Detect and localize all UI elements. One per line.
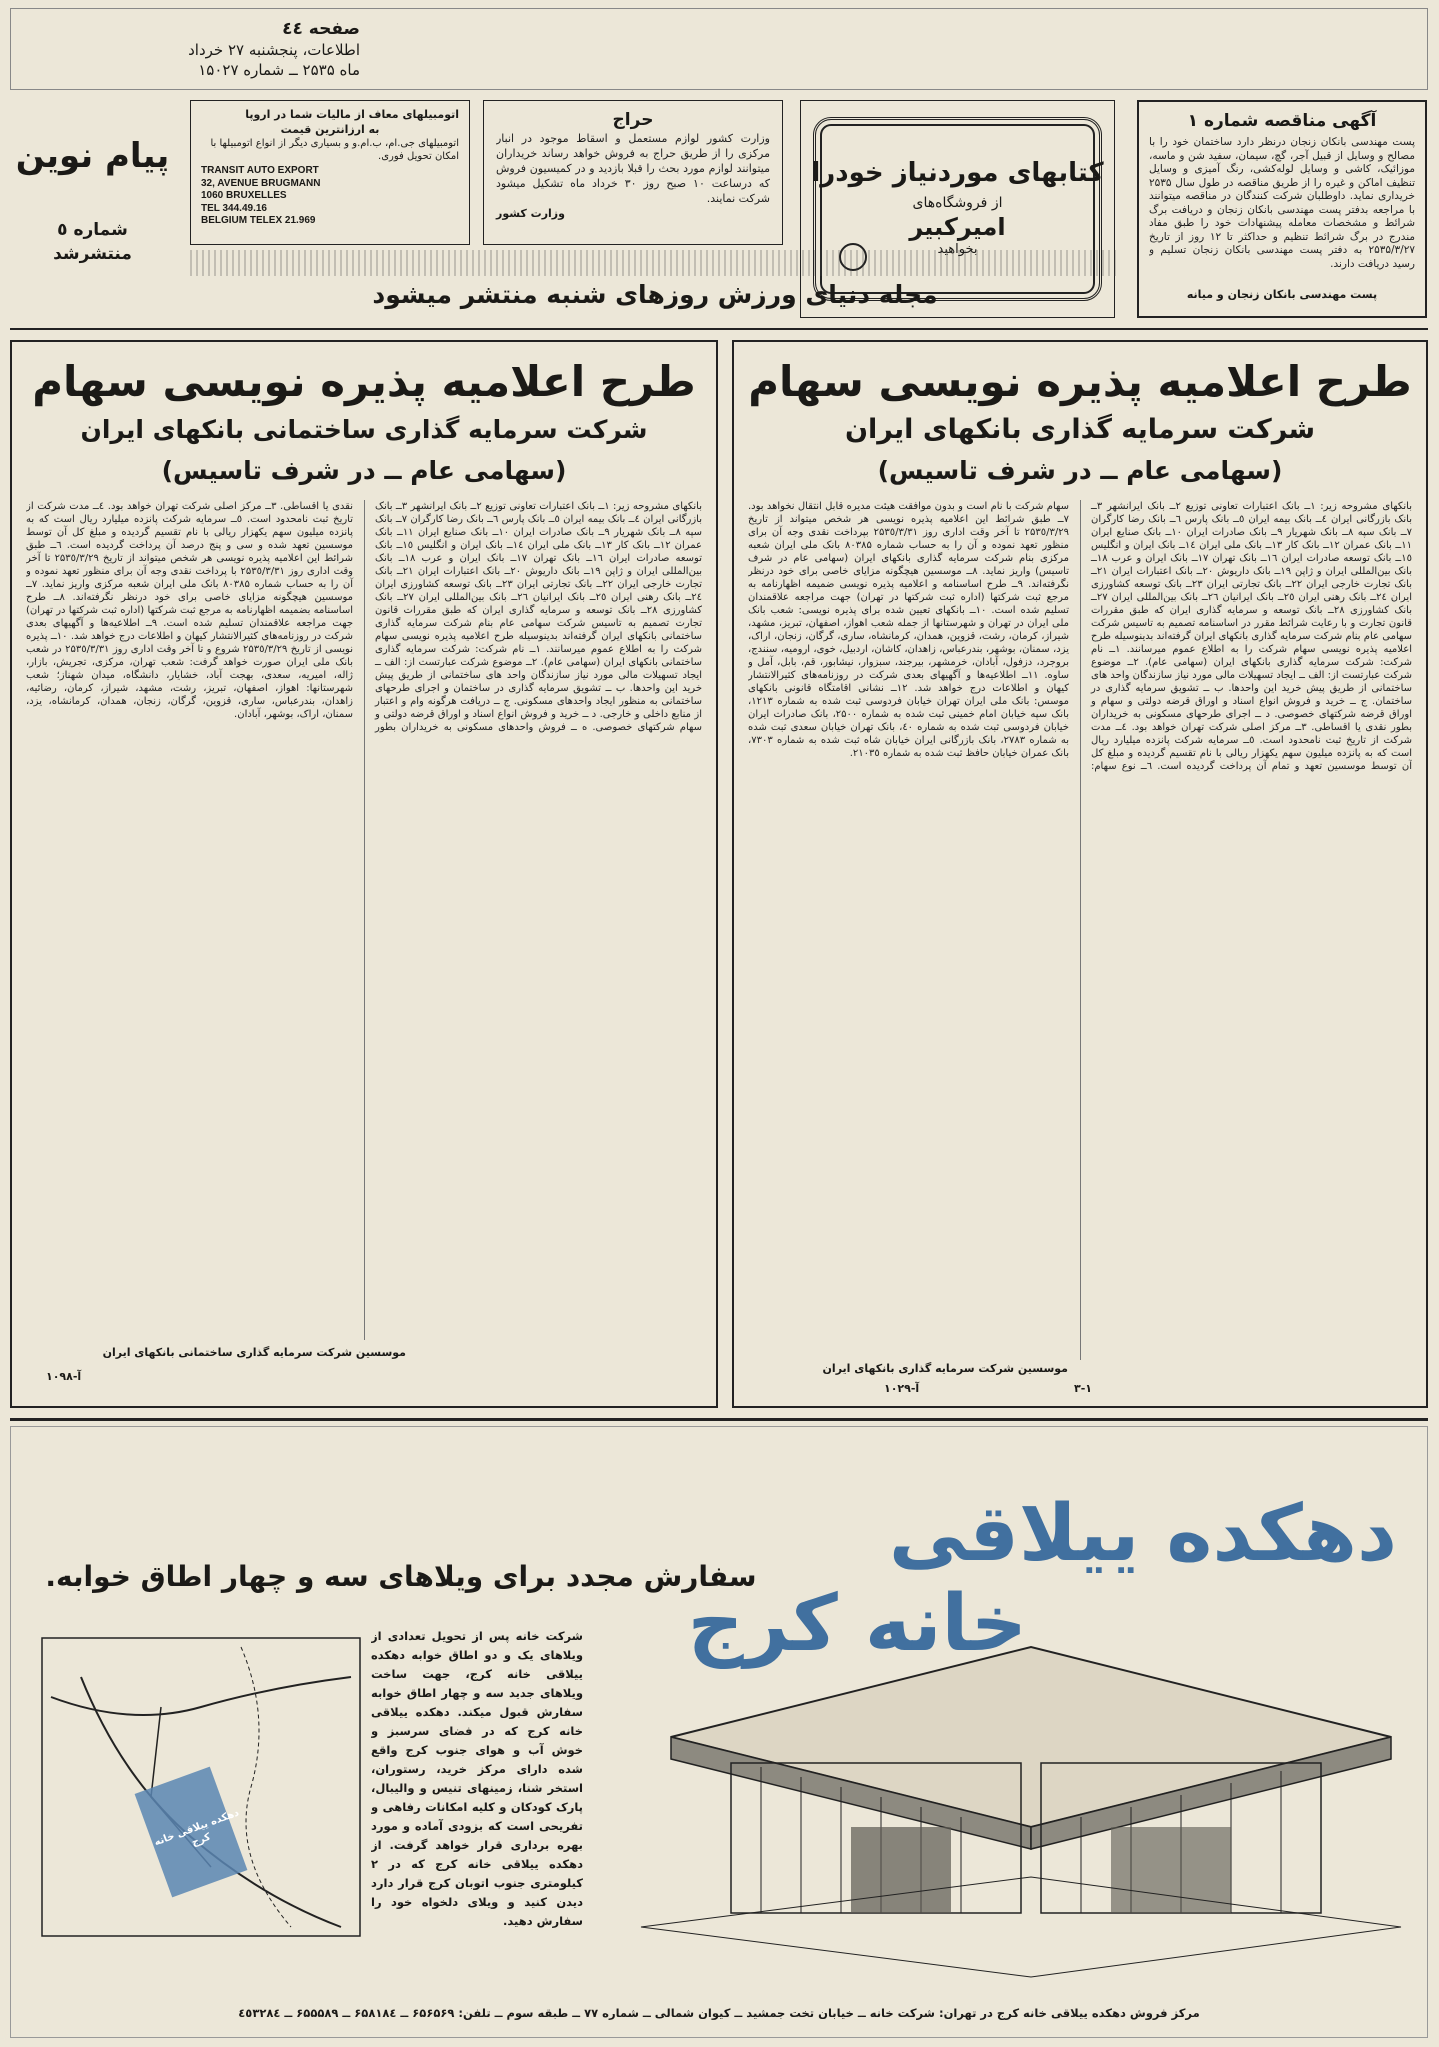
magazine-ad: [10, 100, 175, 318]
auction-ad: [483, 100, 783, 245]
village-map-label: دهکده ییلاقی خانه کرج: [152, 1807, 241, 1849]
announcement-2-body-text: بانکهای مشروحه زیر: ۱ــ بانک اعتبارات تعاونی توزیع ۲ــ بانک ایرانشهر ۳ــ بانک بازرگانی ایران ٤ــ بانک بیمه ایران ٥ــ بانک پارس ٦ــ بانک رضا کارگران ۷ــ بانک سپه ۸ــ بانک شهریار ۹ــ بانک صادرات ایران ۱۰ــ بانک صنایع ایران ۱۱ــ بانک عمران ۱۲ــ بانک کار ۱۳ــ بانک ملی ایران ۱٤ــ بانک ایران و انگلیس ۱٥ــ بانک توسعه صادرات ایران ۱٦ــ بانک تهران ۱۷ــ بانک ایران و عرب ۱۸ــ بانک بین‌المللی ایران و ژاپن ۱۹ــ بانک داریوش ۲۰ــ بانک اعتبارات ایران ۲۱ــ بانک تجارت خارجی ایران ۲۲ــ بانک تجارتی ایران ۲۳ــ بانک توسعه کشاورزی ایران ۲٤ــ بانک رهنی ایران ۲٥ــ بانک ایرانیان ۲٦ــ بانک بین‌المللی ایران ۲۷ــ بانک کشاورزی ۲۸ــ بانک توسعه و سرمایه گذاری ایران که طبق مقررات قانون تجارت تصمیم به تاسیس شرکت سهامی عام بنام شرکت سرمایه گذاری ساختمانی بانکهای ایران گرفته‌اند بدینوسیله طرح اعلامیه پذیره نویسی سهام شرکت را به اطلاع عموم میرسانند. ۱ــ نام شرکت: شرکت سرمایه گذاری ساختمانی بانکهای ایران (سهامی عام). ۲ــ موضوع شرکت عبارتست از: الف ــ ایجاد تسهیلات مالی مورد نیاز سازندگان واحد های ساختمانی از طریق پیش خرید این واحدها. ب ــ تشویق سرمایه گذاری در ساختمان و اجرای طرحهای ساختمانی به منظور ایجاد واحدهای مسکونی. ج ــ دریافت هرگونه وام و اعتبار از منابع داخلی و خارجی. د ــ خرید و فروش انواع اسناد و اوراق قرضه دولتی و سهام شرکتهای خصوصی. ه ــ فروش واحدهای مسکونی به خریداران بطور نقدی یا اقساطی. ۳ــ مرکز اصلی شرکت تهران خواهد بود. ٤ــ مدت شرکت از تاریخ ثبت نامحدود است. ٥ــ سرمایه شرکت پانزده میلیارد ریال است که به پانزده میلیون سهم یکهزار ریالی با نام تقسیم گردیده و مبلغ کل آن توسط موسسین تعهد شده و سی و پنج درصد آن پرداخت گردیده است. ٦ــ طبق شرائط این اعلامیه پذیره نویسی هر شخص میتواند از تاریخ ۲۵۳٥/۳/۲۹ تا آخر وقت اداری روز ۲۵۳٥/۳/۳۱ با پرداخت نقدی وجه آن برای منظور تعهد نموده و آن را به حساب شماره ۸۰۳۸۵ بانک ملی ایران شعبه مرکزی واریز نماید. ۷ــ موسسین هیچگونه مزایای خاصی برای خود درنظر نگرفته‌اند. ۸ــ طرح اساسنامه بضمیمه اظهارنامه به مرجع ثبت شرکتها (اداره ثبت شرکتها در تهران) جهت مراجعه علاقمندان تسلیم شده است. ۹ــ اطلاعیه‌ها و آگهیهای بعدی شرکت در روزنامه‌های کثیرالانتشار کیهان و اطلاعات درج خواهد شد. ۱۰ــ پذیره نویسی از تاریخ ۲۵۳٥/۳/۲۹ شروع و تا آخر وقت اداری روز ۲۵۳٥/۳/۳۱ در شعب بانک ملی ایران صورت خواهد گرفت: شعب تهران، مرکزی، تجریش، بازار، ژاله، امیریه، سعدی، بهجت آباد، خشایار، دانشگاه، میدان شهناز؛ شعب شهرستانها: اهواز، اصفهان، تبریز، رشت، مشهد، شیراز، کرمان، رضائیه، زاهدان، بندرعباس، ساری، قزوین، گرگان، زنجان، همدان، کرمانشاه، یزد، سمنان، اراک، بوشهر، آبادان.: [26, 501, 702, 733]
books-ad-line4: بخواهید: [937, 242, 978, 257]
magazine-status: منتشرشد: [53, 244, 132, 264]
books-ad-brand: امیرکبیر: [909, 213, 1006, 241]
auto-ad-city: 1060 BRUXELLES: [201, 190, 287, 201]
villa-illustration: [611, 1627, 1411, 1987]
top-section-divider: [10, 328, 1428, 330]
auto-ad-address: [201, 165, 459, 228]
announcement-2-company: شرکت سرمایه گذاری ساختمانی بانکهای ایران: [80, 415, 648, 444]
middle-section-divider: [10, 1418, 1428, 1421]
tender-ad-title: آگهی مناقصه شماره ۱: [1187, 111, 1377, 131]
village-ad-title-2: خانه کرج: [687, 1579, 1027, 1669]
village-location-map: [41, 1637, 361, 1937]
tender-ad-signature: پست مهندسی بانکان زنجان و میانه: [1186, 288, 1378, 301]
map-river: [241, 1647, 291, 1927]
books-ad-line2: از فروشگاه‌های: [912, 195, 1003, 211]
announcement-2-footer: موسسین شرکت سرمایه گذاری ساختمانی بانکهای ایران: [102, 1346, 406, 1359]
village-ad-body: شرکت خانه پس از تحویل تعدادی از ویلاهای یک و دو اطاق خوابه دهکده ییلاقی خانه کرج، جهت ساخت ویلاهای جدید سه و چهار اطاق خوابه سفارش قبول میکند. دهکده ییلاقی خانه کرج که در فضای سرسبز و خوش آب و هوای جنوب کرج واقع شده دارای مرکز خرید، رستوران، استخر شنا، زمینهای تنیس و والیبال، پارک کودکان و کلیه امکانات رفاهی و تفریحی است که بزودی آماده و مورد بهره برداری قرار خواهد گرفت. از دهکده ییلاقی خانه کرج که در ۲ کیلومتری جنوب اتوبان کرج قرار دارد دیدن کنید و ویلای دلخواه خود را سفارش دهید.: [371, 1629, 583, 1928]
announcement-1: [732, 340, 1428, 1408]
magazine-banner-decoration: [190, 250, 1120, 276]
announcement-2-body: [26, 500, 702, 1340]
tender-ad-body: پست مهندسی بانکان زنجان درنظر دارد ساختمان خود را با مصالح و وسایل از قبیل آجر، گچ، سیمان، سفید شن و ماسه، موزائیک، کاشی و وسایل لوله‌کشی، رنگ آمیزی و وسایل تنظیف اماکن و غیره را از طریق مناقصه در طول سال ۲۵۳۵ خریداری نماید. داوطلبان شرکت کنندگان در مناقصه میتوانند با مراجعه بدفتر پست مهندسی بانکان زنجان و دریافت برگ شرائط و مشخصات معامله پیشنهادات خود را طبق مفاد مندرج در برگ شرائط تنظیم و حداکثر تا ۱۲ روز از تاریخ ۲۵۳۵/۳/۲۷ به دفتر پست مهندسی بانکان زنجان تسلیم و رسید دریافت دارند.: [1149, 136, 1415, 270]
announcement-1-body: [748, 500, 1412, 1360]
auto-ad-street: 32, AVENUE BRUGMANN: [201, 177, 321, 189]
auto-ad-line3: اتومبیلهای جی.ام، ب.ام.و و بسیاری دیگر از انواع اتومبیلها با امکان تحویل فوری.: [210, 138, 459, 162]
village-ad: [10, 1426, 1428, 2038]
village-ad-title-1: دهکده ییلاقی: [888, 1489, 1397, 1579]
auto-ad-line1: اتومبیلهای معاف از مالیات شما در اروپا: [245, 108, 459, 121]
announcement-1-title: طرح اعلامیه پذیره نویسی سهام: [748, 357, 1412, 406]
auction-ad-body: وزارت کشور لوازم مستعمل و اسقاط موجود در انبار مرکزی را از طریق حراج به فروش خواهد رساند خریداران میتوانند لوازم مورد بحث را قبلا بازدید و در کمیسیون فروش که درساعت ۱۰ صبح روز ۳۰ خرداد ماه تشکیل میشود شرکت نمایند.: [496, 132, 770, 205]
page-number: صفحه ٤٤: [282, 19, 360, 39]
auction-ad-title: حراج: [612, 110, 654, 130]
announcement-1-code: ۳-۱: [1074, 1382, 1092, 1395]
village-ad-footer: مرکز فروش دهکده ییلاقی خانه کرج در تهران: شرکت خانه ــ خیابان تخت جمشید ــ کیوان شمالی ــ شماره ۷۷ ــ طبقه سوم ــ تلفن: ۶۵۶۵۶۹ ــ ۶۵۸۱۸٤ ــ ۶۵۵۵۸۹ ــ ٤٥۳۲۸٤: [238, 2006, 1200, 2020]
issue-date: اطلاعات، پنجشنبه ۲۷ خرداد: [188, 41, 360, 59]
announcement-1-ref: آ-۱۰۲۹: [884, 1382, 920, 1395]
magazine-banner: مجله دنیای ورزش روزهای شنبه منتشر میشود: [372, 280, 938, 309]
announcement-2-status: (سهامی عام ــ در شرف تاسیس): [161, 456, 567, 485]
magazine-issue: شماره ٥: [57, 220, 128, 240]
auto-ad-telex: BELGIUM TELEX 21.969: [201, 215, 316, 226]
auto-ad-company: TRANSIT AUTO EXPORT: [201, 165, 319, 176]
announcement-2-code: آ-۱۰۹۸: [46, 1370, 82, 1383]
announcement-2: [10, 340, 718, 1408]
announcement-1-status: (سهامی عام ــ در شرف تاسیس): [877, 456, 1283, 485]
announcement-1-footer: موسسین شرکت سرمایه گذاری بانکهای ایران: [822, 1362, 1068, 1375]
village-ad-headline: سفارش مجدد برای ویلاهای سه و چهار اطاق خوابه.: [45, 1560, 757, 1593]
announcement-1-body-text: بانکهای مشروحه زیر: ۱ــ بانک اعتبارات تعاونی توزیع ۲ــ بانک ایرانشهر ۳ــ بانک بازرگانی ایران ٤ــ بانک بیمه ایران ٥ــ بانک پارس ٦ــ بانک رضا کارگران ۷ــ بانک سپه ۸ــ بانک شهریار ۹ــ بانک صادرات ایران ۱۰ــ بانک صنایع ایران ۱۱ــ بانک عمران ۱۲ــ بانک کار ۱۳ــ بانک ملی ایران ۱٤ــ بانک ایران و انگلیس ۱٥ــ بانک توسعه صادرات ایران ۱٦ــ بانک تهران ۱۷ــ بانک ایران و عرب ۱۸ــ بانک بین‌المللی ایران و ژاپن ۱۹ــ بانک داریوش ۲۰ــ بانک اعتبارات ایران ۲۱ــ بانک تجارت خارجی ایران ۲۲ــ بانک تجارتی ایران ۲۳ــ بانک توسعه کشاورزی ایران ۲٤ــ بانک رهنی ایران ۲٥ــ بانک ایرانیان ۲٦ــ بانک بین‌المللی ایران ۲۷ــ بانک کشاورزی ۲۸ــ بانک توسعه و سرمایه گذاری ایران که طبق مقررات قانون تجارت و با رعایت شرائط مقرر در اساسنامه تصمیم به تاسیس شرکت سهامی عام بنام شرکت سرمایه گذاری بانکهای ایران گرفته‌اند بدینوسیله طرح اعلامیه پذیره نویسی سهام شرکت را به اطلاع عموم میرسانند. ۱ــ نام شرکت: شرکت سرمایه گذاری بانکهای ایران (سهامی عام). ۲ــ موضوع شرکت عبارتست از: الف ــ ایجاد تسهیلات مالی مورد نیاز سازندگان واحد های ساختمانی از طریق پیش خرید این واحدها. ب ــ تشویق سرمایه گذاری در ساختمان. ج ــ خرید و فروش انواع اسناد و اوراق قرضه دولتی و سهام و اوراق قرضه شرکتهای خصوصی. د ــ اجرای طرحهای مسکونی به خریداران بطور نقدی یا اقساطی. ۳ــ مرکز اصلی شرکت تهران خواهد بود. ٤ــ مدت شرکت از تاریخ ثبت نامحدود است. ٥ــ سرمایه شرکت پانزده میلیارد ریال است که به پانزده میلیون سهم یکهزار ریالی با نام تقسیم گردیده و مبلغ کل آن توسط موسسین تعهد و تمام آن پرداخت گردیده است. ٦ــ نوع سهام: سهام شرکت با نام است و بدون موافقت هیئت مدیره قابل انتقال نخواهد بود. ۷ــ طبق شرائط این اعلامیه پذیره نویسی هر شخص میتواند از تاریخ ۲۵۳٥/۳/۲۹ تا آخر وقت اداری روز ۲۵۳٥/۳/۳۱ بپرداخت نقدی وجه آن برای منظور تعهد نموده و آن را به حساب شماره ۸۰۳۸۵ بانک ملی ایران شعبه مرکزی بنام شرکت سرمایه گذاری بانکهای ایران (سهامی عام در شرف تاسیس) واریز نماید. ۸ــ موسسین هیچگونه مزایای خاصی برای خود درنظر نگرفته‌اند. ۹ــ طرح اساسنامه و اعلامیه پذیره نویسی ضمیمه اظهارنامه به مرجع ثبت شرکتها (اداره ثبت شرکتها در تهران) جهت مراجعه علاقمندان تسلیم شده است. ۱۰ــ بانکهای تعیین شده برای پذیره نویسی: شعب بانک ملی ایران در تهران و شهرستانها از جمله شعب اهواز، اصفهان، تبریز، مشهد، شیراز، کرمان، رشت، قزوین، همدان، کرمانشاه، ساری، گرگان، زنجان، اراک، یزد، سمنان، بوشهر، بندرعباس، زاهدان، کاشان، اردبیل، خوی، ارومیه، سنندج، بروجرد، دزفول، آبادان، خرمشهر، بیرجند، سبزوار، نیشابور، قم، بابل، آمل و ساوه. ۱۱ــ اطلاعیه‌ها و آگهیهای بعدی شرکت در روزنامه‌های کثیرالانتشار کیهان و اطلاعات درج خواهد شد. ۱۲ــ نشانی اقامتگاه قانونی بانکهای موسس: بانک ملی ایران تهران خیابان فردوسی ثبت شده به شماره ۱۲۱۳، بانک سپه خیابان امام خمینی ثبت شده به شماره ۲۵۰۰، بانک صادرات ایران خیابان فردوسی ثبت شده به شماره ٤۰، بانک تهران خیابان سعدی ثبت شده به شماره ۲۷۸۳، بانک بازرگانی ایران خیابان شاه ثبت شده به شماره ۷۳۰۳، بانک عمران خیابان حافظ ثبت شده به شماره ۲۱۰۳٥.: [748, 501, 1412, 772]
announcement-2-title: طرح اعلامیه پذیره نویسی سهام: [32, 357, 696, 406]
announcement-1-company: شرکت سرمایه گذاری بانکهای ایران: [844, 414, 1316, 445]
auto-ad-tel: TEL 344.49.16: [201, 202, 267, 214]
issue-number: ماه ۲۵۳۵ ــ شماره ۱۵۰۲۷: [198, 61, 360, 79]
auction-ad-signature: وزارت کشور: [496, 207, 565, 220]
tender-ad: [1137, 100, 1427, 318]
auto-ad-line2: به ارزانترین قیمت: [280, 123, 380, 136]
auto-export-ad: [190, 100, 470, 245]
books-ad-title: کتابهای موردنیاز خودرا: [811, 158, 1104, 188]
magazine-name: پیام نوین: [15, 136, 170, 176]
page-header-info: [20, 18, 360, 80]
